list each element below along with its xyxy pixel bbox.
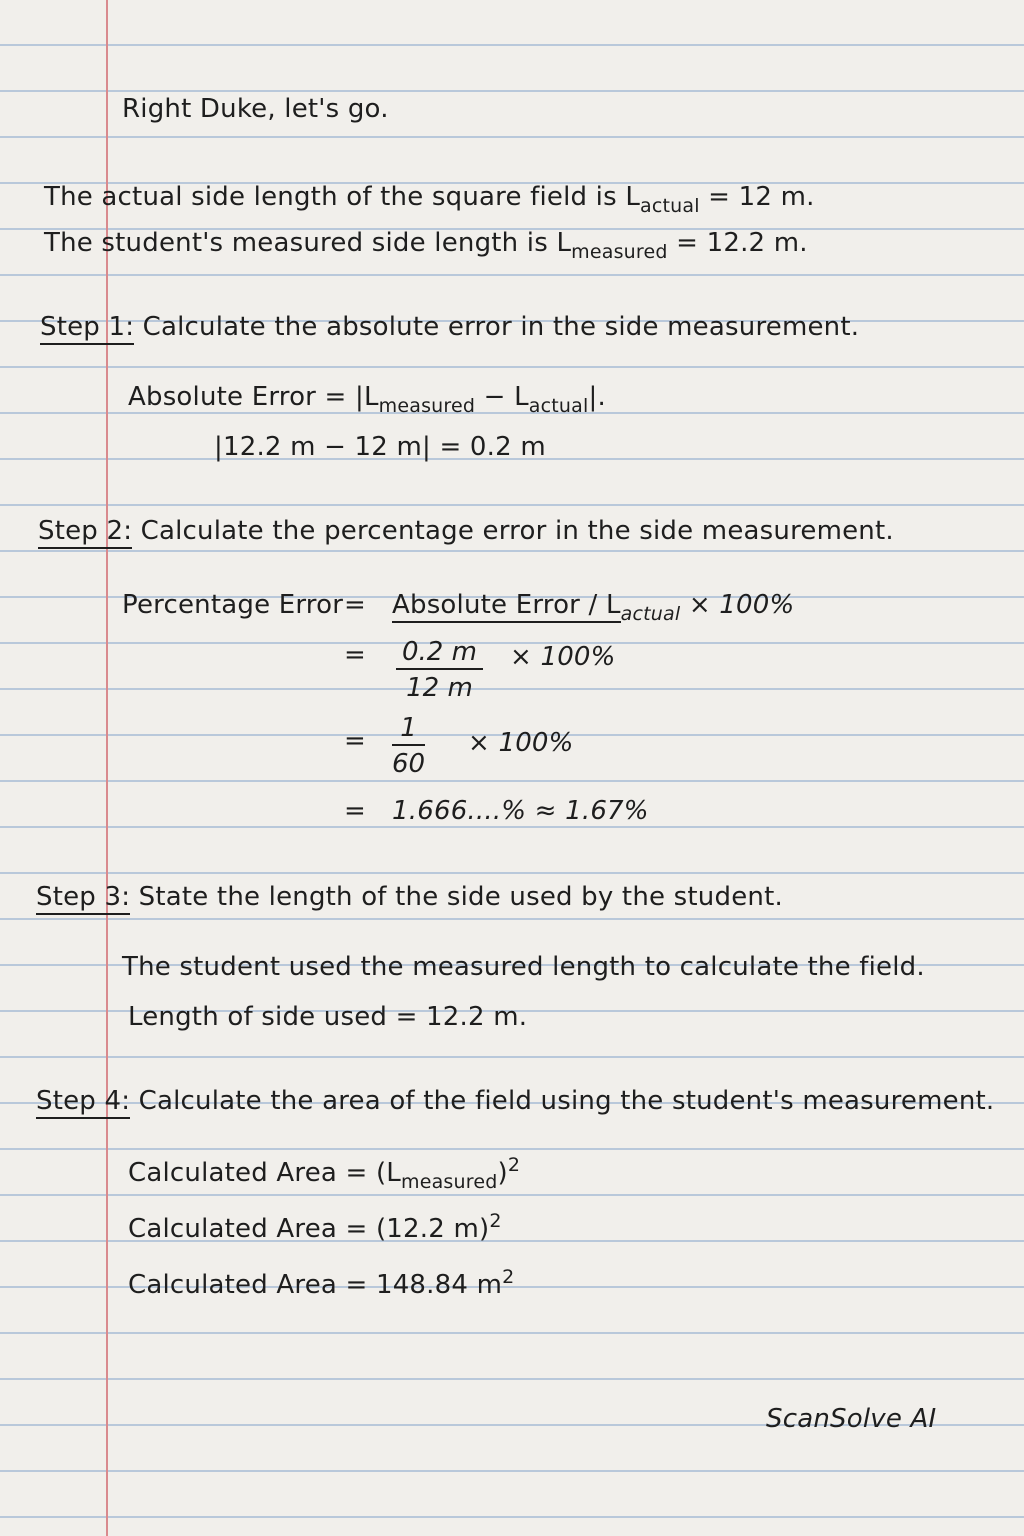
step2-eq1-sign: =	[344, 590, 366, 620]
step2-eq1-label: Percentage Error	[122, 590, 344, 620]
step2-fraction-1	[396, 636, 483, 704]
footer-brand: ScanSolve AI	[766, 1404, 937, 1434]
step1-eq2: |12.2 m − 12 m| = 0.2 m	[214, 432, 546, 462]
fraction-2-numerator: 1	[392, 712, 425, 746]
step2-fraction-2-multiplier: × 100%	[468, 728, 574, 758]
step2-heading	[38, 516, 894, 546]
step4-eq2: Calculated Area = (12.2 m)$^2$	[128, 1210, 502, 1244]
step4-eq3: Calculated Area = 148.84 $m^2$	[128, 1266, 515, 1300]
step3-line1: The student used the measured length to calculate the field.	[122, 952, 925, 982]
step2-eq2-sign: =	[344, 640, 366, 670]
step1-heading	[40, 312, 859, 342]
step4-title: Calculate the area of the field using the student's measurement.	[138, 1086, 995, 1116]
fraction-2-denominator: 60	[392, 749, 426, 779]
step2-title: Calculate the percentage error in the side measurement.	[140, 516, 894, 546]
step3-title: State the length of the side used by the student.	[138, 882, 783, 912]
fraction-1-denominator: 12 m	[406, 673, 473, 703]
step2-eq4-sign: =	[344, 796, 366, 826]
step4-eq1: Calculated Area = $(L_{measured})^2$	[128, 1154, 521, 1193]
step1-title: Calculate the absolute error in the side measurement.	[142, 312, 860, 342]
intro-line-1: The actual side length of the square field is $L_{actual} = 12$ m.	[44, 182, 815, 217]
step3-line2: Length of side used = 12.2 m.	[128, 1002, 528, 1032]
step2-label: Step 2:	[38, 516, 132, 549]
step2-eq3-sign: =	[344, 726, 366, 756]
step2-result: 1.666....% ≈ 1.67%	[392, 796, 649, 826]
fraction-1-numerator: 0.2 m	[396, 636, 483, 670]
intro-line-2: The student's measured side length is $L_{measured} = 12.2$ m.	[44, 228, 808, 263]
step2-fraction-1-multiplier: × 100%	[510, 642, 616, 672]
step2-fraction-2	[392, 712, 425, 780]
step1-eq1: Absolute Error = $|L_{measured} - L_{actual}|$.	[128, 382, 606, 417]
step4-heading	[36, 1086, 994, 1116]
step3-heading	[36, 882, 783, 912]
step2-eq1-rhs: Absolute Error / $L_{actual} \times 100\%$	[392, 590, 795, 625]
step4-label: Step 4:	[36, 1086, 130, 1119]
step3-label: Step 3:	[36, 882, 130, 915]
step1-label: Step 1:	[40, 312, 134, 345]
greeting: Right Duke, let's go.	[122, 94, 389, 124]
